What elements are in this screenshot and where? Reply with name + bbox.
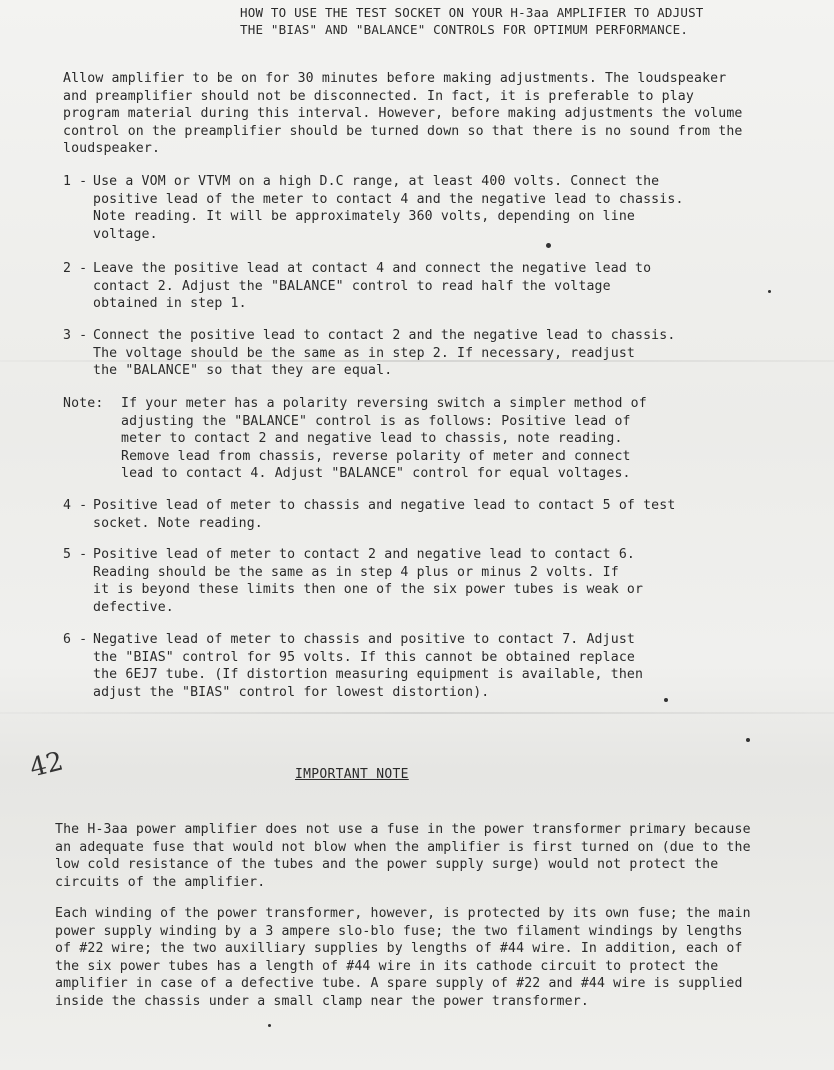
step-number: 1 - bbox=[63, 174, 88, 189]
text-line: Positive lead of meter to contact 2 and negative lead to contact 6. bbox=[93, 547, 635, 562]
text-line: Connect the positive lead to contact 2 and the negative lead to chassis. bbox=[93, 328, 676, 343]
text-line: power supply winding by a 3 ampere slo-blo fuse; the two filament windings by lengths bbox=[55, 923, 743, 939]
handwritten-page-number: 42 bbox=[26, 746, 67, 784]
intro-paragraph bbox=[63, 70, 743, 158]
step-number: 5 - bbox=[63, 547, 88, 562]
ink-speck bbox=[768, 290, 771, 293]
text-line: lead to contact 4. Adjust "BALANCE" control for equal voltages. bbox=[121, 466, 631, 481]
text-line: an adequate fuse that would not blow when the amplifier is first turned on (due to the bbox=[55, 839, 751, 855]
text-line: the "BIAS" control for 95 volts. If this cannot be obtained replace bbox=[93, 649, 635, 665]
title-line: THE "BIAS" AND "BALANCE" CONTROLS FOR OPTIMUM PERFORMANCE. bbox=[240, 22, 689, 37]
text-line: meter to contact 2 and negative lead to chassis, note reading. bbox=[121, 431, 623, 446]
title-line: HOW TO USE THE TEST SOCKET ON YOUR H-3aa AMPLIFIER TO ADJUST bbox=[240, 5, 704, 20]
text-line: the six power tubes has a length of #44 wire in its cathode circuit to protect the bbox=[55, 958, 719, 974]
text-line: Reading should be the same as in step 4 plus or minus 2 volts. If bbox=[93, 564, 619, 580]
step-text bbox=[93, 546, 643, 616]
important-note-heading: IMPORTANT NOTE bbox=[295, 767, 409, 782]
paper-fold bbox=[0, 712, 834, 714]
text-line: positive lead of the meter to contact 4 and the negative lead to chassis. bbox=[93, 191, 684, 207]
text-line: Positive lead of meter to chassis and negative lead to contact 5 of test bbox=[93, 498, 676, 513]
important-paragraph-1 bbox=[55, 821, 751, 891]
text-line: Each winding of the power transformer, however, is protected by its own fuse; the main bbox=[55, 906, 751, 921]
text-line: control on the preamplifier should be turned down so that there is no sound from the bbox=[63, 123, 743, 139]
text-line: Negative lead of meter to chassis and positive to contact 7. Adjust bbox=[93, 632, 635, 647]
text-line: If your meter has a polarity reversing switch a simpler method of bbox=[121, 396, 647, 411]
step-text bbox=[93, 173, 684, 243]
text-line: Use a VOM or VTVM on a high D.C range, at least 400 volts. Connect the bbox=[93, 174, 660, 189]
note-text bbox=[121, 395, 647, 483]
text-line: contact 2. Adjust the "BALANCE" control to read half the voltage bbox=[93, 278, 611, 294]
text-line: program material during this interval. However, before making adjustments the volume bbox=[63, 106, 743, 121]
ink-speck bbox=[268, 1024, 271, 1027]
step-number: 2 - bbox=[63, 261, 88, 276]
text-line: circuits of the amplifier. bbox=[55, 874, 266, 890]
text-line: defective. bbox=[93, 599, 174, 615]
text-line: loudspeaker. bbox=[63, 141, 161, 156]
note-label: Note: bbox=[63, 396, 104, 411]
step-number: 3 - bbox=[63, 328, 88, 343]
text-line: The voltage should be the same as in step 2. If necessary, readjust bbox=[93, 345, 635, 361]
text-line: inside the chassis under a small clamp near the power transformer. bbox=[55, 993, 589, 1009]
text-line: of #22 wire; the two auxilliary supplies by lengths of #44 wire. In addition, each of bbox=[55, 941, 743, 956]
step-text bbox=[93, 631, 643, 701]
ink-speck bbox=[546, 243, 551, 248]
ink-speck bbox=[664, 698, 668, 702]
step-text bbox=[93, 260, 651, 313]
step-text bbox=[93, 497, 675, 532]
text-line: the "BALANCE" so that they are equal. bbox=[93, 363, 393, 378]
text-line: it is beyond these limits then one of the six power tubes is weak or bbox=[93, 582, 644, 597]
text-line: voltage. bbox=[93, 226, 158, 242]
text-line: amplifier in case of a defective tube. A spare supply of #22 and #44 wire is supplied bbox=[55, 976, 743, 991]
text-line: adjusting the "BALANCE" control is as follows: Positive lead of bbox=[121, 413, 631, 429]
step-text bbox=[93, 327, 675, 380]
step-number: 6 - bbox=[63, 632, 88, 647]
text-line: low cold resistance of the tubes and the power supply surge) would not protect the bbox=[55, 857, 719, 872]
important-paragraph-2 bbox=[55, 905, 751, 1010]
document-title bbox=[240, 4, 800, 38]
text-line: Remove lead from chassis, reverse polarity of meter and connect bbox=[121, 448, 631, 464]
step-number: 4 - bbox=[63, 498, 88, 513]
text-line: Leave the positive lead at contact 4 and connect the negative lead to bbox=[93, 261, 652, 276]
text-line: the 6EJ7 tube. (If distortion measuring equipment is available, then bbox=[93, 667, 644, 682]
text-line: and preamplifier should not be disconnected. In fact, it is preferable to play bbox=[63, 88, 694, 104]
text-line: The H-3aa power amplifier does not use a fuse in the power transformer primary because bbox=[55, 822, 751, 837]
text-line: obtained in step 1. bbox=[93, 296, 247, 311]
text-line: Note reading. It will be approximately 360 volts, depending on line bbox=[93, 209, 635, 224]
text-line: Allow amplifier to be on for 30 minutes before making adjustments. The loudspeaker bbox=[63, 71, 727, 86]
text-line: socket. Note reading. bbox=[93, 515, 263, 531]
text-line: adjust the "BIAS" control for lowest distortion). bbox=[93, 684, 490, 700]
ink-speck bbox=[746, 738, 750, 742]
